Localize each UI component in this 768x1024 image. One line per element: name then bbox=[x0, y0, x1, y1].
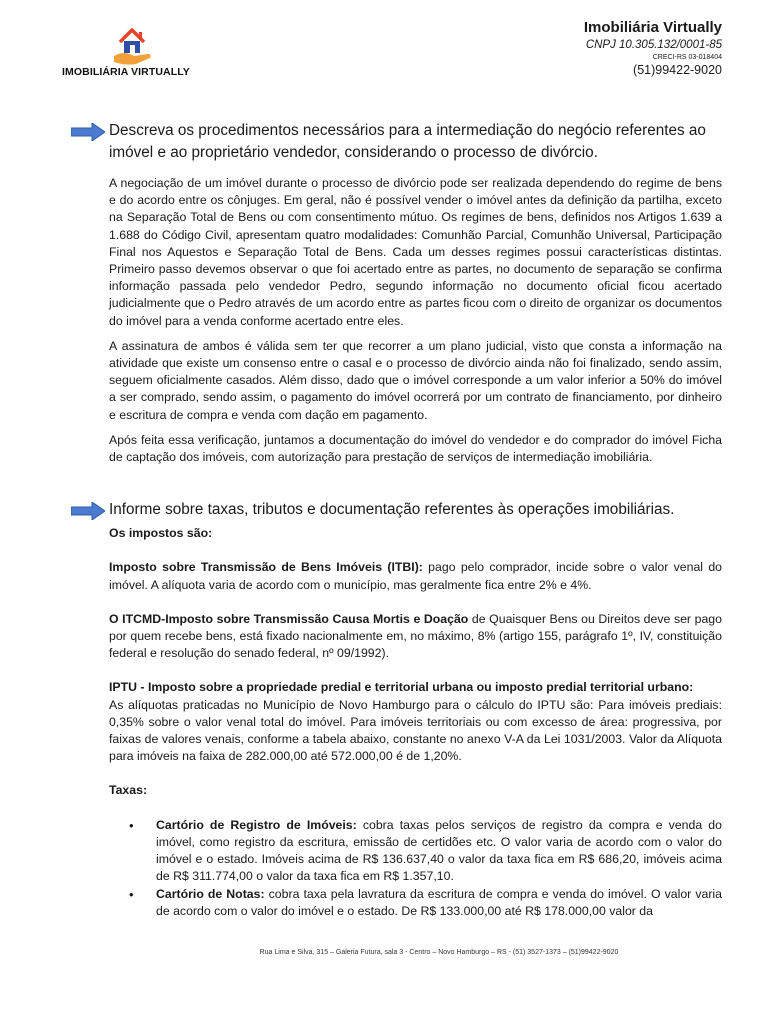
arrow-right-icon bbox=[71, 502, 105, 520]
section1-question bbox=[109, 120, 722, 164]
section1-paragraph-1: A negociação de um imóvel durante o processo de divórcio pode ser realizada dependendo do regime de bens e do acordo entre os cônjuges. Em geral, não é possível vender o imóvel antes da definição da partilha, exceto na Separação Total de Bens ou com consentimento mútuo. Os regimes de bens, definidos nos Artigos 1.639 a 1.688 do Código Civil, apresentam quatro modalidades: Comunhão Parcial, Comunhão Universal, Participação Final nos Aquestos e Separação Total de Bens. Cada um desses regimes possui características distintas. Primeiro passo devemos observar o que foi acertado entre as partes, no documento de separação se confirma informação passada pelo vendedor Pedro, segundo informação no documento oficial ficou acertado judicialmente que o Pedro através de um acordo entre as partes ficou com o direito de organizar os documentos do imóvel para a venda conforme acertado entre eles. bbox=[109, 176, 722, 328]
list-item bbox=[109, 886, 722, 920]
page-footer bbox=[0, 949, 768, 956]
itcmd-paragraph bbox=[109, 611, 722, 663]
house-hand-icon bbox=[110, 26, 156, 68]
company-cnpj: CNPJ 10.305.132/0001-85 bbox=[585, 39, 722, 51]
company-logo bbox=[62, 26, 202, 82]
impostos-heading: Os impostos são: bbox=[109, 526, 213, 541]
taxas-list bbox=[109, 817, 722, 920]
logo-text: IMOBILIÁRIA VIRTUALLY bbox=[62, 66, 190, 78]
taxas-heading: Taxas: bbox=[109, 783, 148, 798]
taxa-title: Cartório de Registro de Imóveis: bbox=[156, 817, 357, 832]
iptu-title: IPTU - Imposto sobre a propriedade predial e territorial urbana ou imposto predial territorial urbano: bbox=[109, 680, 694, 695]
itbi-paragraph bbox=[109, 559, 722, 593]
iptu-text: As alíquotas praticadas no Município de Novo Hamburgo para o cálculo do IPTU são: Para imóveis prediais: 0,35% sobre o valor venal total do imóvel. Para imóveis territoriais ou com excesso de área: progressiva, por faixas de valores venais, conforme a tabela abaixo, constante no anexo V-A da Lei 1031/2003. Valor da Alíquota para imóveis na faixa de 282.000,00 até 572.000,00 é de 1,20%. bbox=[109, 697, 722, 764]
company-creci: CRECI-RS 03-018404 bbox=[652, 54, 722, 61]
itcmd-text: de Quaisquer Bens ou Direitos deve ser pago por quem recebe bens, está fixado nacionalmente em, no máximo, 8% (artigo 155, parágrafo 1º, IV, constituição federal e resolução do senado federal, nº 09/1992). bbox=[109, 611, 722, 661]
arrow-right-icon bbox=[71, 123, 105, 141]
taxa-text: cobra taxa pela lavratura da escritura de compra e venda do imóvel. O valor varia de acordo com o valor do imóvel e o estado. De R$ 133.000,00 até R$ 178.000,00 valor da bbox=[156, 886, 722, 918]
section2-question-text: Informe sobre taxas, tributos e documentação referentes às operações imobiliárias. bbox=[109, 501, 675, 519]
company-info bbox=[584, 18, 722, 78]
company-name: Imobiliária Virtually bbox=[583, 19, 722, 36]
list-item bbox=[109, 817, 722, 886]
section1-question-text: Descreva os procedimentos necessários para a intermediação do negócio referentes ao imóvel e ao proprietário vendedor, considerando o processo de divórcio. bbox=[109, 122, 706, 161]
itbi-title: Imposto sobre Transmissão de Bens Imóveis (ITBI): bbox=[109, 560, 423, 575]
itbi-text: pago pelo comprador, incide sobre o valor venal do imóvel. A alíquota varia de acordo com o município, mas geralmente fica entre 2% e 4%. bbox=[109, 560, 723, 592]
section1-paragraph-3: Após feita essa verificação, juntamos a documentação do imóvel do vendedor e do comprador do imóvel Ficha de captação dos imóveis, com autorização para prestação de serviços de intermediação imobiliária. bbox=[109, 432, 722, 465]
taxa-title: Cartório de Notas: bbox=[156, 886, 265, 901]
document-body bbox=[109, 120, 722, 920]
taxa-text: cobra taxas pelos serviços de registro da compra e venda do imóvel, como registro da escritura, emissão de certidões etc. O valor varia de acordo com o valor do imóvel e o estado. Imóveis acima de R$ 136.637,40 o valor da taxa fica em R$ 686,20, imóveis acima de R$ 311.774,00 o valor da taxa fica em R$ 1.357,10. bbox=[156, 817, 722, 884]
section2-question bbox=[109, 499, 722, 521]
itcmd-title: O ITCMD-Imposto sobre Transmissão Causa Mortis e Doação bbox=[109, 611, 469, 626]
footer-address: Rua Lima e Silva, 315 – Galeria Futura, sala 3 - Centro – Novo Hamburgo – RS - (51) 3527-1373 – (51)99422-9020 bbox=[259, 949, 619, 956]
company-phone: (51)99422-9020 bbox=[633, 63, 722, 77]
section1-paragraph-2: A assinatura de ambos é válida sem ter que recorrer a um plano judicial, visto que consta a informação na atividade que existe um consenso entre o casal e o processo de divórcio ainda não foi finalizado, sendo assim, seguem oficialmente casados. Além disso, dado que o imóvel corresponde a um valor inferior a 50% do imóvel a ser comprado, sendo assim, o pagamento do imóvel ocorrerá por um contrato de financiamento, por dinheiro e escritura de compra e venda com dação em pagamento. bbox=[109, 338, 722, 422]
